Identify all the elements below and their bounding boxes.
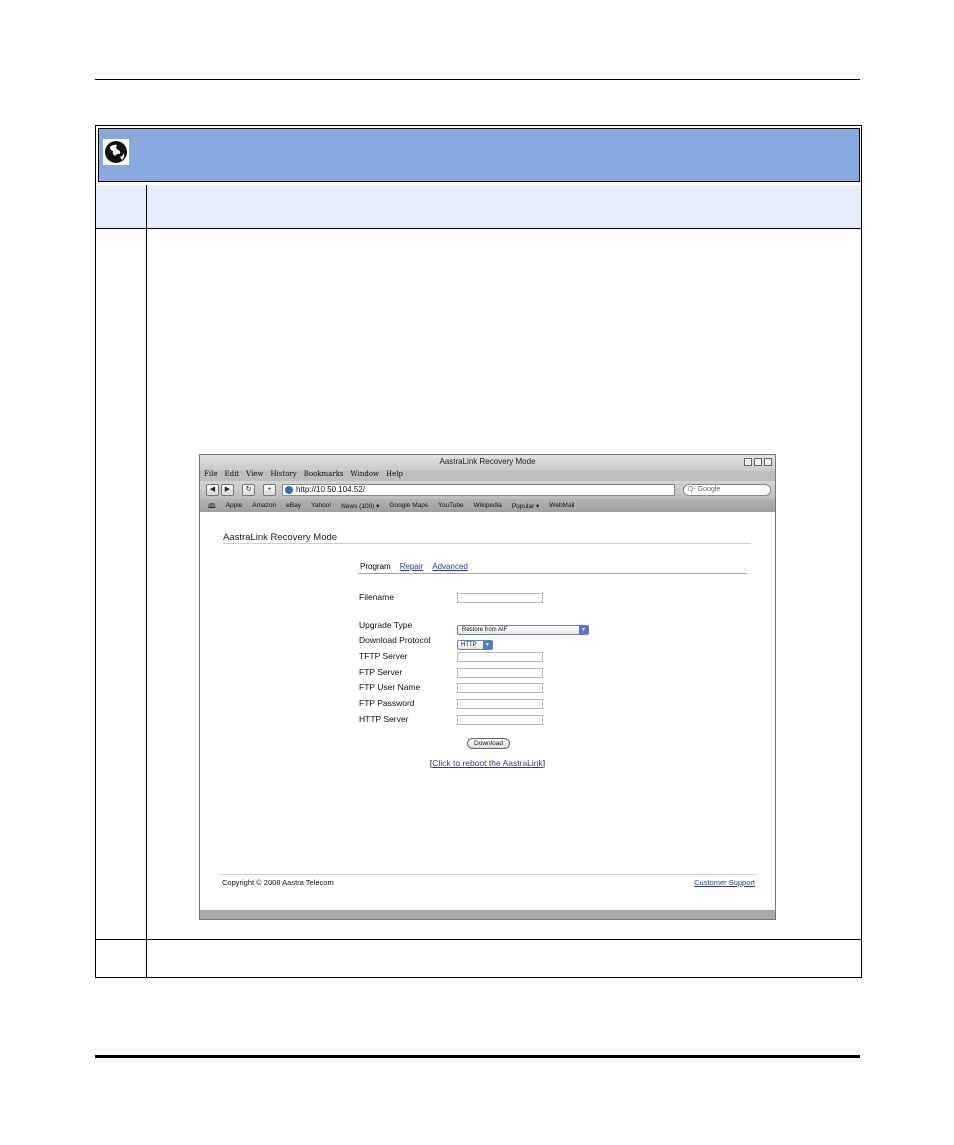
bookmark-popular[interactable]: Popular ▾: [511, 503, 540, 510]
tab-advanced[interactable]: Advanced: [432, 562, 468, 571]
bookmark-google-maps[interactable]: Google Maps: [389, 502, 429, 509]
table-subheader: [96, 185, 861, 228]
chevron-down-icon: ▼: [483, 641, 492, 649]
address-bar[interactable]: [282, 484, 675, 496]
browser-toolbar: [200, 481, 775, 499]
menu-window[interactable]: Window: [350, 470, 380, 478]
menu-edit[interactable]: Edit: [224, 470, 240, 478]
address-url: http://10.50.104.52/: [296, 485, 365, 494]
upgrade-type-select[interactable]: [457, 625, 589, 635]
window-title: AastraLink Recovery Mode: [439, 457, 536, 466]
menu-bookmarks[interactable]: Bookmarks: [303, 470, 344, 478]
filename-input[interactable]: [457, 593, 543, 603]
browser-screenshot: [199, 454, 776, 920]
reboot-link[interactable]: Click to reboot the AastraLink: [432, 758, 543, 768]
web-page: [200, 512, 775, 910]
download-button[interactable]: Download: [467, 738, 510, 749]
bookmark-yahoo[interactable]: Yahoo!: [310, 502, 332, 509]
maximize-icon[interactable]: [754, 458, 762, 466]
ftp-password-input[interactable]: [457, 699, 543, 709]
bookmark-news[interactable]: News (100) ▾: [341, 503, 380, 510]
status-bar: [200, 910, 775, 920]
window-titlebar: [200, 455, 775, 471]
step-column-divider: [146, 185, 147, 977]
download-protocol-label: Download Protocol: [359, 635, 431, 645]
plus-icon: +: [267, 486, 272, 493]
bookmark-ebay[interactable]: eBay: [286, 502, 301, 509]
upgrade-type-value: Restore from AIF: [462, 627, 508, 633]
header-rule: [95, 79, 860, 80]
http-server-label: HTTP Server: [359, 714, 409, 724]
tab-bar: [360, 562, 468, 571]
menu-help[interactable]: Help: [386, 470, 404, 478]
bookmark-webmail[interactable]: WebMail: [549, 502, 575, 509]
reboot-bracket-close: ]: [542, 758, 546, 768]
chevron-down-icon: ▼: [579, 626, 588, 634]
tab-program[interactable]: Program: [360, 562, 391, 571]
table-header-bar: [98, 128, 860, 182]
row-divider-2: [96, 939, 861, 940]
back-arrow-icon: ◀: [209, 486, 216, 493]
copyright-text: Copyright © 2008 Aastra Telecom: [222, 878, 334, 887]
tab-divider: [358, 573, 747, 574]
search-input[interactable]: Q- Google: [683, 484, 771, 496]
ftp-password-label: FTP Password: [359, 698, 415, 708]
menu-view[interactable]: View: [246, 470, 264, 478]
customer-support-link[interactable]: Customer Support: [694, 878, 755, 887]
globe-icon: [103, 139, 129, 165]
page-title: AastraLink Recovery Mode: [223, 532, 338, 543]
bookmark-amazon[interactable]: Amazon: [252, 502, 277, 509]
menu-bar: [204, 470, 403, 480]
add-bookmark-button[interactable]: [263, 484, 276, 496]
bookmarks-book-icon[interactable]: 🕮: [208, 503, 216, 510]
download-protocol-value: HTTP: [461, 642, 477, 648]
ftp-server-label: FTP Server: [359, 667, 403, 677]
reboot-bracket-open: [: [429, 758, 433, 768]
filename-label: Filename: [359, 592, 394, 602]
menu-file[interactable]: File: [204, 470, 218, 478]
bookmarks-bar: [200, 499, 775, 512]
ftp-user-name-label: FTP User Name: [359, 682, 421, 692]
row-divider-1: [96, 228, 861, 229]
reload-icon: ↻: [245, 486, 252, 493]
footer-rule: [95, 1055, 860, 1058]
footer-divider: [220, 874, 757, 875]
bookmark-wikipedia[interactable]: Wikipedia: [473, 502, 502, 509]
http-server-input[interactable]: [457, 715, 543, 725]
title-divider: [223, 543, 751, 544]
forward-button[interactable]: [221, 484, 234, 496]
site-icon: [285, 486, 293, 494]
window-controls: [744, 458, 772, 466]
tab-repair[interactable]: Repair: [399, 562, 424, 571]
tftp-server-input[interactable]: [457, 652, 543, 662]
ftp-server-input[interactable]: [457, 668, 543, 678]
bookmark-apple[interactable]: Apple: [225, 502, 243, 509]
forward-arrow-icon: ▶: [224, 486, 231, 493]
tftp-server-label: TFTP Server: [359, 651, 408, 661]
reboot-link-line: [200, 758, 775, 768]
upgrade-type-label: Upgrade Type: [359, 620, 413, 630]
minimize-icon[interactable]: [744, 458, 752, 466]
menu-history[interactable]: History: [270, 470, 297, 478]
close-icon[interactable]: [764, 458, 772, 466]
back-button[interactable]: [206, 484, 219, 496]
download-protocol-select[interactable]: [457, 640, 493, 650]
reload-button[interactable]: [242, 484, 255, 496]
bookmark-youtube[interactable]: YouTube: [438, 502, 464, 509]
ftp-user-name-input[interactable]: [457, 683, 543, 693]
